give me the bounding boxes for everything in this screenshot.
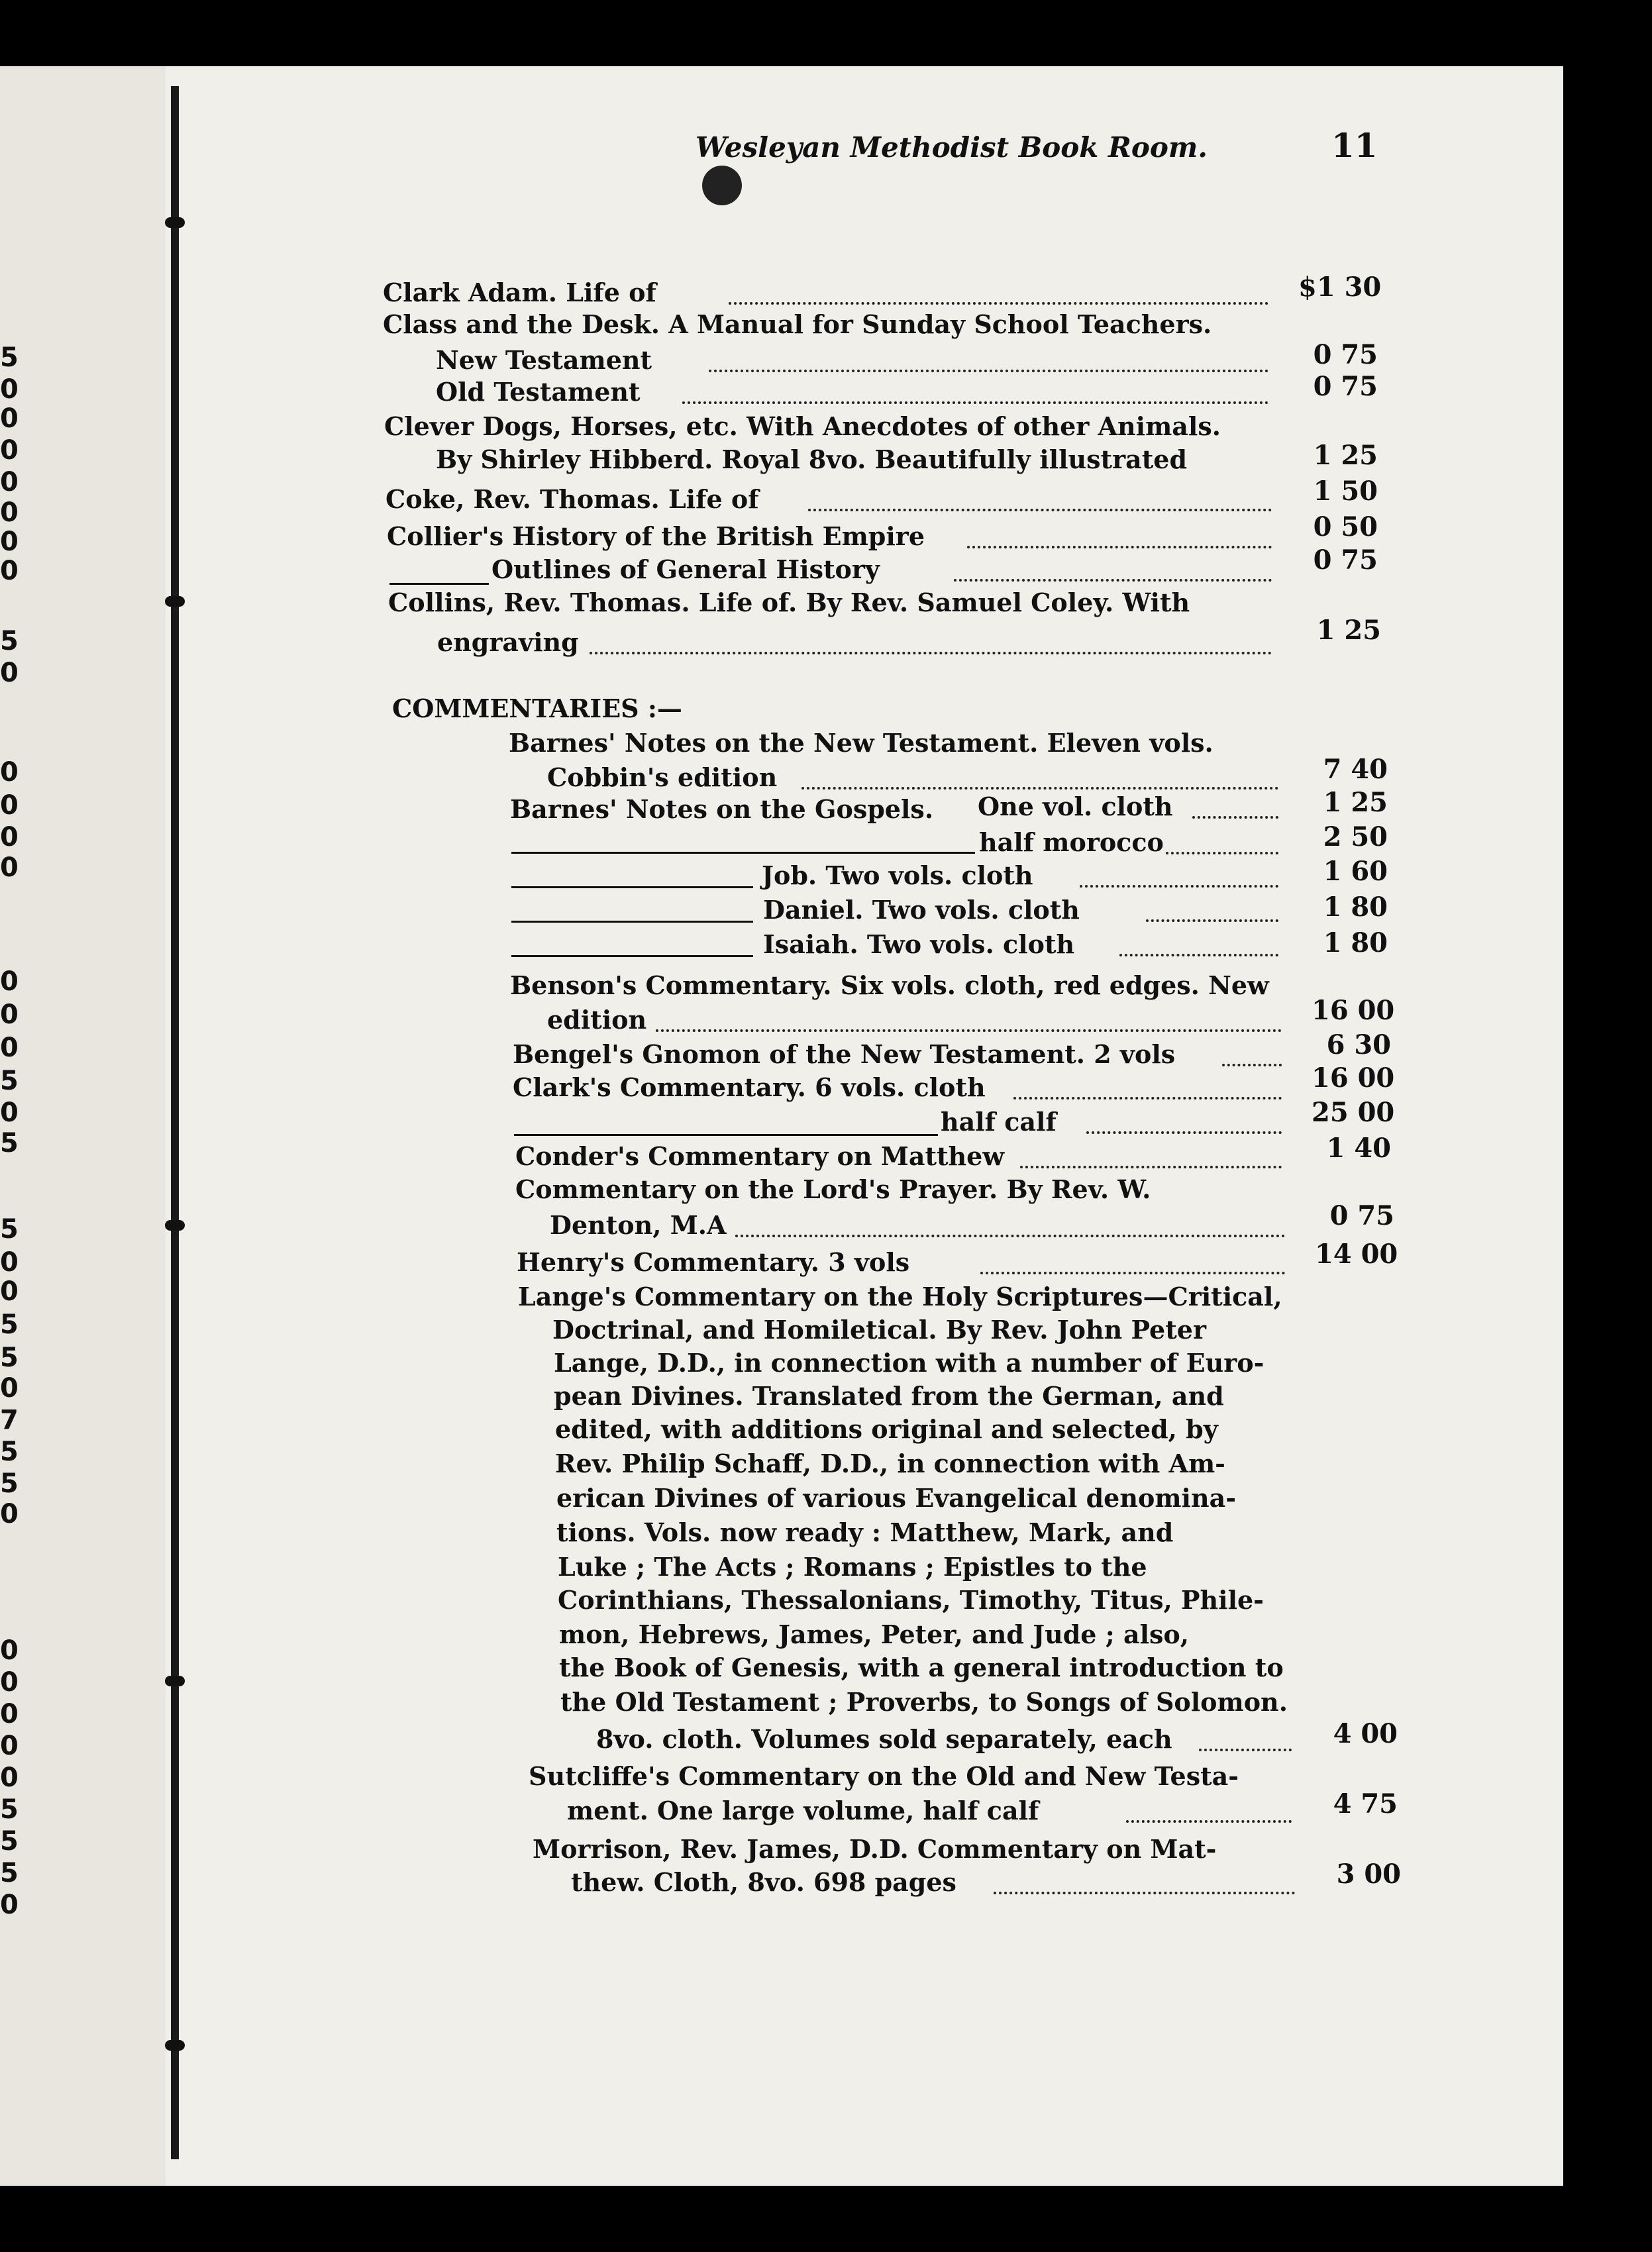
previous-page-edge	[0, 66, 166, 2186]
previous-page-digit: 0	[0, 497, 19, 528]
leader-dots	[967, 546, 1272, 548]
previous-page-digit: 0	[0, 1890, 19, 1920]
entry-text: Class and the Desk. A Manual for Sunday School Teachers.	[383, 309, 1212, 339]
previous-page-digit: 0	[0, 435, 19, 466]
previous-page-digit: 0	[0, 757, 19, 788]
previous-page-digit: 0	[0, 1247, 19, 1278]
ditto-rule	[389, 583, 489, 585]
entry-price: 1 50	[1313, 476, 1378, 507]
previous-page-digit: 0	[0, 822, 19, 852]
entry-price: $1 30	[1298, 272, 1382, 303]
entry-text: engraving	[437, 627, 579, 657]
previous-page-digit: 7	[0, 1405, 19, 1435]
previous-page-digit: 0	[0, 467, 19, 497]
entry-text: Lange, D.D., in connection with a number of Euro-	[554, 1348, 1265, 1378]
entry-price: 0 75	[1313, 544, 1378, 576]
previous-page-digit: 0	[0, 374, 19, 405]
section-heading: COMMENTARIES :—	[392, 693, 682, 723]
entry-text: thew. Cloth, 8vo. 698 pages	[571, 1867, 956, 1897]
entry-price: 14 00	[1315, 1239, 1398, 1270]
previous-page-digit: 5	[0, 1794, 19, 1825]
leader-dots	[1166, 852, 1278, 854]
entry-text: Clever Dogs, Horses, etc. With Anecdotes of other Animals.	[384, 411, 1221, 441]
entry-text: By Shirley Hibberd. Royal 8vo. Beautifully illustrated	[436, 444, 1188, 474]
leader-dots	[1086, 1131, 1282, 1134]
previous-page-digit: 0	[0, 999, 19, 1030]
previous-page-digit: 5	[0, 1066, 19, 1096]
entry-text: Coke, Rev. Thomas. Life of	[386, 484, 759, 514]
entry-text: Morrison, Rev. James, D.D. Commentary on Mat-	[533, 1834, 1217, 1864]
entry-price: 1 80	[1323, 892, 1388, 923]
entry-text: Commentary on the Lord's Prayer. By Rev. W.	[515, 1174, 1151, 1204]
entry-text: half morocco	[979, 827, 1164, 857]
binding-mark	[165, 1676, 185, 1686]
entry-price: 6 30	[1326, 1029, 1391, 1060]
leader-dots	[801, 787, 1278, 790]
leader-dots	[1126, 1820, 1292, 1823]
previous-page-digit: 0	[0, 1098, 19, 1128]
entry-text: pean Divines. Translated from the German, and	[554, 1381, 1224, 1411]
binding-mark	[165, 2040, 185, 2051]
entry-text: Luke ; The Acts ; Romans ; Epistles to the	[558, 1552, 1147, 1582]
previous-page-digit: 0	[0, 1667, 19, 1698]
entry-text: Denton, M.A	[550, 1210, 727, 1240]
entry-price: 1 25	[1313, 440, 1378, 471]
previous-page-digit: 0	[0, 1276, 19, 1307]
entry-price: 0 75	[1313, 371, 1378, 402]
ink-smudge	[702, 166, 742, 205]
entry-text: Isaiah. Two vols. cloth	[763, 929, 1075, 959]
entry-text: Collins, Rev. Thomas. Life of. By Rev. Samuel Coley. With	[388, 588, 1190, 617]
previous-page-digit: 5	[0, 1128, 19, 1158]
previous-page-digit: 5	[0, 626, 19, 656]
entry-text: the Old Testament ; Proverbs, to Songs of Solomon.	[560, 1687, 1288, 1717]
entry-price: 1 60	[1323, 856, 1388, 887]
leader-dots	[954, 579, 1272, 582]
leader-dots	[682, 401, 1268, 404]
entry-price: 0 75	[1329, 1200, 1394, 1231]
leader-dots	[808, 509, 1272, 511]
entry-price: 25 00	[1312, 1097, 1395, 1128]
previous-page-digit: 5	[0, 1214, 19, 1245]
ditto-rule	[511, 955, 753, 957]
entry-text: New Testament	[436, 345, 652, 375]
entry-text: Clark's Commentary. 6 vols. cloth	[513, 1072, 986, 1102]
entry-price: 3 00	[1336, 1859, 1401, 1890]
page-binding	[171, 86, 179, 2159]
binding-mark	[165, 1220, 185, 1231]
previous-page-digit: 0	[0, 1763, 19, 1793]
ditto-rule	[514, 1134, 938, 1136]
previous-page-digit: 0	[0, 403, 19, 434]
binding-mark	[165, 596, 185, 607]
entry-price: 4 75	[1333, 1788, 1398, 1819]
entry-text: the Book of Genesis, with a general introduction to	[559, 1653, 1284, 1682]
binding-mark	[165, 217, 185, 228]
entry-text: erican Divines of various Evangelical denomina-	[556, 1483, 1236, 1513]
entry-text: Doctrinal, and Homiletical. By Rev. John Peter	[552, 1315, 1206, 1345]
leader-dots	[980, 1272, 1285, 1274]
previous-page-digit: 0	[0, 1635, 19, 1666]
previous-page-digit: 0	[0, 1699, 19, 1729]
entry-text: Collier's History of the British Empire	[387, 521, 925, 551]
entry-text: Conder's Commentary on Matthew	[515, 1141, 1005, 1171]
entry-text: edition	[547, 1005, 647, 1035]
previous-page-digit: 0	[0, 790, 19, 821]
previous-page-digit: 0	[0, 966, 19, 997]
leader-dots	[994, 1892, 1295, 1894]
entry-text: Benson's Commentary. Six vols. cloth, red edges. New	[510, 970, 1269, 1000]
previous-page-digit: 0	[0, 1033, 19, 1063]
entry-price: 16 00	[1312, 995, 1395, 1026]
leader-dots	[590, 652, 1272, 654]
entry-text: Daniel. Two vols. cloth	[763, 895, 1080, 925]
entry-text: edited, with additions original and selected, by	[555, 1414, 1218, 1444]
ditto-rule	[511, 852, 975, 854]
ditto-rule	[511, 886, 753, 888]
previous-page-digit: 5	[0, 1858, 19, 1888]
entry-text: Corinthians, Thessalonians, Timothy, Titus, Phile-	[558, 1585, 1264, 1615]
leader-dots	[1192, 816, 1278, 819]
previous-page-digit: 0	[0, 658, 19, 688]
entry-text: half calf	[941, 1107, 1057, 1137]
entry-text: Rev. Philip Schaff, D.D., in connection with Am-	[555, 1449, 1225, 1478]
entry-text: Bengel's Gnomon of the New Testament. 2 vols	[513, 1039, 1176, 1069]
previous-page-digit: 0	[0, 556, 19, 586]
entry-price: 0 75	[1313, 339, 1378, 370]
leader-dots	[1199, 1749, 1292, 1751]
entry-price: 4 00	[1333, 1718, 1398, 1749]
previous-page-digit: 5	[0, 1437, 19, 1467]
entry-text: mon, Hebrews, James, Peter, and Jude ; also,	[559, 1619, 1189, 1649]
running-head: Wesleyan Methodist Book Room.	[696, 131, 1208, 164]
entry-text: Lange's Commentary on the Holy Scriptures—Critical,	[518, 1282, 1282, 1311]
leader-dots	[1020, 1166, 1282, 1168]
entry-text: Barnes' Notes on the Gospels.	[510, 794, 934, 824]
entry-price: 1 80	[1323, 927, 1388, 958]
entry-text: 8vo. cloth. Volumes sold separately, each	[596, 1724, 1172, 1754]
entry-text: Barnes' Notes on the New Testament. Eleven vols.	[509, 728, 1213, 758]
entry-price: 16 00	[1312, 1062, 1395, 1094]
entry-text: Old Testament	[436, 377, 641, 407]
previous-page-digit: 5	[0, 1343, 19, 1373]
leader-dots	[729, 302, 1268, 305]
previous-page-digit: 5	[0, 1309, 19, 1340]
entry-price: 2 50	[1323, 821, 1388, 852]
entry-text: Job. Two vols. cloth	[762, 860, 1033, 890]
entry-price: 1 25	[1323, 787, 1388, 818]
entry-text: Outlines of General History	[491, 554, 880, 584]
entry-text: Henry's Commentary. 3 vols	[517, 1247, 910, 1277]
entry-price: 1 25	[1316, 615, 1381, 646]
leader-dots	[735, 1235, 1285, 1237]
entry-text: ment. One large volume, half calf	[567, 1796, 1039, 1825]
entry-text: Cobbin's edition	[547, 762, 778, 792]
previous-page-digit: 0	[0, 527, 19, 557]
entry-text: Sutcliffe's Commentary on the Old and New Testa-	[529, 1761, 1239, 1791]
entry-text: Clark Adam. Life of	[383, 278, 656, 307]
previous-page-digit: 5	[0, 1826, 19, 1857]
previous-page-digit: 5	[0, 342, 19, 373]
entry-text: tions. Vols. now ready : Matthew, Mark, and	[556, 1517, 1174, 1547]
entry-price: 7 40	[1323, 754, 1388, 785]
entry-text: One vol. cloth	[978, 792, 1173, 821]
leader-dots	[1080, 885, 1278, 888]
previous-page-digit: 0	[0, 1373, 19, 1404]
leader-dots	[656, 1029, 1282, 1032]
previous-page-digit: 0	[0, 1499, 19, 1529]
previous-page-digit: 0	[0, 852, 19, 883]
leader-dots	[1222, 1064, 1282, 1066]
entry-price: 0 50	[1313, 511, 1378, 542]
entry-price: 1 40	[1326, 1133, 1391, 1164]
previous-page-digit: 0	[0, 1731, 19, 1761]
previous-page-digit: 5	[0, 1468, 19, 1499]
leader-dots	[709, 370, 1268, 372]
leader-dots	[1146, 919, 1278, 922]
page-number: 11	[1331, 126, 1378, 165]
leader-dots	[1013, 1097, 1282, 1100]
leader-dots	[1119, 954, 1278, 956]
ditto-rule	[511, 921, 753, 923]
